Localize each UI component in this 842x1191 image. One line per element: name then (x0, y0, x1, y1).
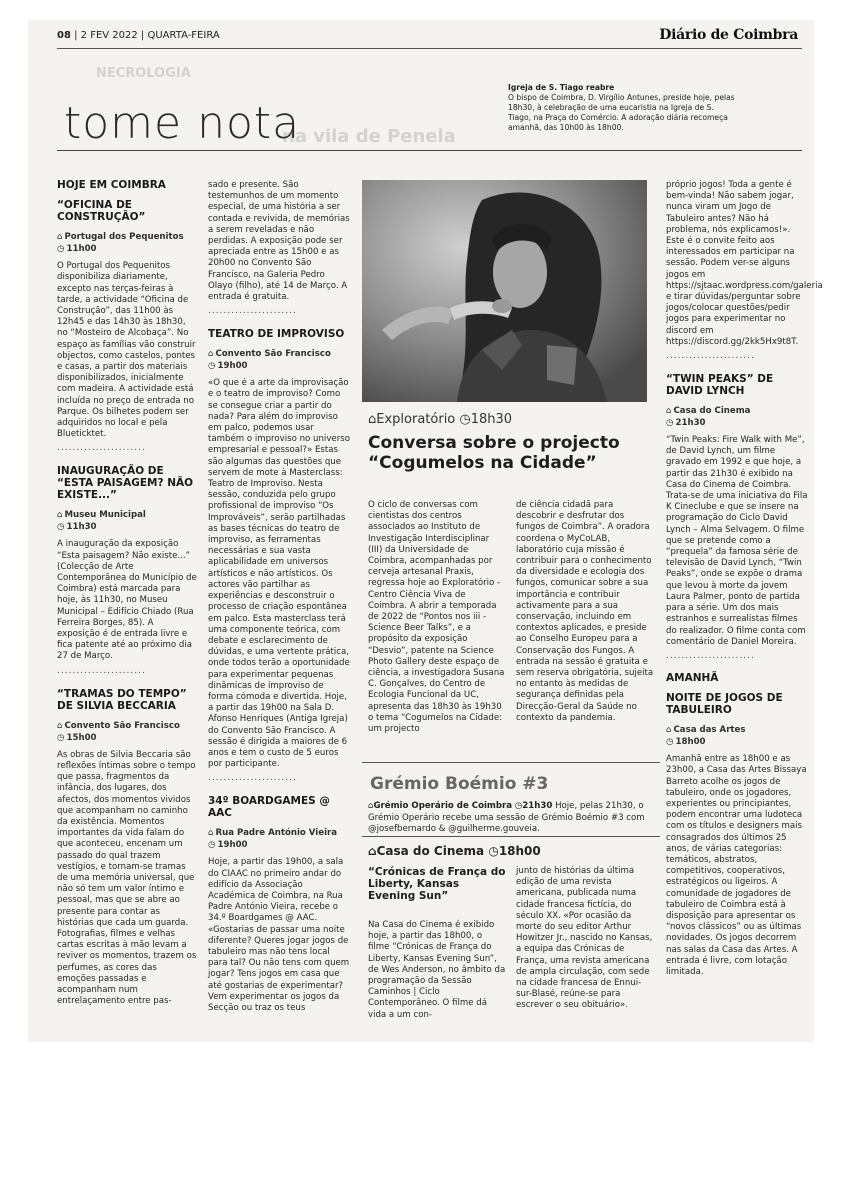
event-text-oficina: O Portugal dos Pequenitos disponibiliza diariamente, excepto nas terças-feiras à tarde, a actividade “Oficina de Construção”, das 11h00 às 12h45 e das 14h30 às 18h30, no “Mosteiro de Alcobaça”. No espaço as famílias vão construir objectos, como castelos, pontes e casas, a partir dos materiais disponibilizados, inicialmente com madeira. A actividade está incluída no preço de entrada no Parque. Os bilhetes podem ser adquiridos no local e pela Blueticktet. (57, 261, 196, 440)
column-5 (666, 180, 823, 978)
divider-dots: ....................... (208, 773, 297, 784)
cinema-title: “Crónicas de França do Liberty, Kansas Evening Sun” (368, 866, 506, 902)
clock-icon: ◷ (488, 844, 499, 858)
divider-dots: ....................... (666, 650, 755, 661)
feature-meta (368, 412, 512, 427)
feature-title: Conversa sobre o projecto “Cogumelos na Cidade” (368, 433, 620, 473)
cinema-place: Casa do Cinema (376, 844, 485, 858)
event-time: ◷ 11h30 (57, 522, 97, 533)
event-text-teatro: «O que é a arte da improvisação e o teatro de improviso? Como se consegue criar a partir do nada? Para além do improviso em palco, podemos usar também o improviso no universo empresarial e pessoal?» Estas são algumas das questões que servem de mote à Masterclass: Teatro de Improviso. Nesta sessão, conduzida pelo grupo profissional de improviso “Os Improváveis”, serão partilhadas as bases técnicas do teatro de improviso, as ferramentas necessárias e sua vasta aplicabilidade em universos artísticos e não artísticos. Os actores vão partilhar as experiências e desconstruir o processo de criação espontânea em palco. Esta masterclass terá uma componente teórica, com debate e esclarecimento de dúvidas, e uma vertente prática, onde todos terão a oportunidade para experimentar pequenas dinâmicas de improviso de forma cómoda e divertida. Hoje, a partir das 19h00 na Sala D. Afonso Henriques (Antiga Igreja) do Convento São Francisco. A sessão é dirigida a maiores de 6 anos e tem o custo de 5 euros por participante. (208, 378, 350, 770)
clock-icon: ◷ (514, 801, 523, 811)
house-icon: ⌂ (208, 349, 214, 360)
clock-icon: ◷ (57, 244, 65, 255)
house-icon: ⌂ (368, 801, 374, 811)
event-title-paisagem: INAUGURAÇÃO DE “ESTA PAISAGEM? NÃO EXISTE...” (57, 465, 194, 502)
ghost-text-mid: na vila de Penela (282, 126, 456, 147)
clock-icon: ◷ (57, 732, 65, 743)
gremio-info (368, 801, 658, 836)
event-text-boardgames: Hoje, a partir das 19h00, a sala do CIAAC no primeiro andar do edifício da Associação Académica de Coimbra, na Rua Padre António Vieira, recebe o 34.º Boardgames @ AAC. «Gostarias de passar uma noite diferente? Queres jogar jogos de tabuleiro mas não tens local para tal? Ou não tens com quem jogar? Tens jogos em casa que até gostarias de experimentar? Vem experimentar os jogos da Secção ou traz os teus (208, 857, 350, 1013)
gremio-place: Grémio Operário de Coimbra (373, 801, 513, 811)
clock-icon: ◷ (666, 737, 674, 748)
event-place: ⌂ Convento São Francisco (208, 349, 331, 360)
gremio-divider-top (362, 762, 660, 763)
event-time: ◷ 15h00 (57, 732, 97, 743)
divider-dots: ....................... (208, 306, 297, 317)
event-place: ⌂ Rua Padre António Vieira (208, 828, 338, 839)
page-weekday: QUARTA-FEIRA (147, 30, 220, 41)
clock-icon: ◷ (459, 412, 471, 427)
event-place: ⌂ Museu Municipal (57, 510, 146, 521)
page-header: 08 | 2 FEV 2022 | QUARTA-FEIRA (57, 30, 220, 41)
column-2 (208, 180, 350, 1014)
clock-icon: ◷ (208, 840, 216, 851)
event-text-twinpeaks: “Twin Peaks: Fire Walk with Me”, de David Lynch, um filme gravado em 1992 e que hoje, a partir das 21h30 é exibido na Casa do Cinema de Coimbra. Trata-se de uma iniciativa do Fila K Cineclube e que se insere na programação do Ciclo David Lynch – Alma Selvagem. O filme que se pretende como a “prequela” da famosa série de televisão de David Lynch, “Twin Peaks”, onde se expõe o drama que levou à morte da jovem Laura Palmer, ponto de partida para a série. Um dos mais estranhos e surrealistas filmes do realizador. O filme conta com comentário de Daniel Moreira. (666, 435, 808, 647)
header-divider (57, 48, 802, 49)
event-title-boardgames: 34º BOARDGAMES @ AAC (208, 795, 330, 820)
page-title: tome nota (64, 98, 301, 149)
section-label-tomorrow: AMANHÃ (666, 671, 719, 684)
masthead-logo: Diário de Coimbra (659, 27, 798, 43)
boardgames-continued: próprio jogos! Toda a gente é bem-vinda! Não sabem jogar, nunca viram um Jogo de Tabuleiro antes? Não há problema, nós explicamos!». Este é o convite feito aos interessados em participar na sessão. Podem ver-se alguns jogos em https://sjtaac.wordpress.com/galeria e tirar dúvidas/perguntar sobre jogos/colocar questões/pedir jogos para experimentar no discord em https://discord.gg/2kk5Hx9t8T. (666, 180, 823, 347)
event-title-oficina: “OFICINA DE CONSTRUÇÃO” (57, 199, 146, 224)
feature-photo (362, 180, 647, 402)
event-place: ⌂ Casa do Cinema (666, 406, 751, 417)
cinema-text-col-a: Na Casa do Cinema é exibido hoje, a partir das 18h00, o filme “Crónicas de França do Liberty, Kansas Evening Sun”, de Wes Anderson, no âmbito da programação da Sessão Caminhos | Ciclo Contemporâneo. O filme dá vida a um con- (368, 920, 506, 1020)
house-icon: ⌂ (208, 828, 214, 839)
clock-icon: ◷ (666, 418, 674, 429)
column-1 (57, 180, 197, 1007)
page-date: 2 FEV 2022 (80, 30, 138, 41)
divider-dots: ....................... (57, 443, 146, 454)
gremio-time: 21h30 (522, 801, 553, 811)
event-text-tramas: As obras de Silvia Beccaria são reflexões íntimas sobre o tempo que passa, fragmentos da infância, dos lugares, dos afectos, dos momentos vividos que acompanham no caminho da existência. Momentos importantes da vida falam do que aconteceu, encenam um passado do qual trazem vestígios, e tornam-se tramas de uma memória universal, que não só tem um valor íntimo e pessoal, mas que se abre ao presente para contar as histórias que cada um guarda. Fotografias, filmes e velhas cartas escritas à mão levam a reviver os momentos, trazem os perfumes, as cores das emoções passadas e acompanham num entrelaçamento entre pas- (57, 749, 197, 1007)
page-number: 08 (57, 30, 71, 41)
feature-place: Exploratório (376, 412, 456, 427)
cinema-text-col-b: junto de histórias da última edição de uma revista americana, publicada numa cidade francesa fictícia, do século XX. «Por ocasião da morte do seu editor Arthur Howitzer Jr., nascido no Kansas, a equipa das Crónicas de França, uma revista americana de ampla circulação, com sede na cidade francesa de Ennui-sur-Blasé, reúne-se para escrever o seu obituário». (516, 866, 653, 1011)
house-icon: ⌂ (57, 720, 63, 731)
feature-text-col-b: de ciência cidadã para descobrir e desfrutar dos fungos de Coimbra”. A oradora coordena o MyCoLAB, laboratório cuja missão é contribuir para o conhecimento da diversidade e ecologia dos fungos, comunicar sobre a sua importância e contribuir activamente para a sua conservação, incluindo em contextos aplicados, e preside ao Conselho Europeu para a Conservação dos Fungos. A entrada na sessão é gratuita e sem reserva obrigatória, sujeita no entanto às medidas de segurança definidas pela Direcção-Geral da Saúde no contexto da pandemia. (516, 500, 654, 723)
feature-time: 18h30 (470, 412, 513, 427)
house-icon: ⌂ (57, 510, 63, 521)
brief-box (508, 83, 738, 133)
house-icon: ⌂ (368, 844, 377, 858)
event-time: ◷ 19h00 (208, 361, 248, 372)
event-time: ◷ 11h00 (57, 244, 97, 255)
brief-text: O bispo de Coimbra, D. Virgílio Antunes, preside hoje, pelas 18h30, à celebração de uma eucaristia na Igreja de S. Tiago, na Praça do Comércio. A adoração diária recomeça amanhã, das 10h00 às 18h00. (508, 93, 735, 132)
feature-text-col-a: O ciclo de conversas com cientistas dos centros associados ao Instituto de Investigação Interdisciplinar (III) da Universidade de Coimbra, acompanhadas por cerveja artesanal Praxis, regressa hoje ao Exploratório - Centro Ciência Viva de Coimbra. A abrir a temporada de 2022 de “Pontos nos iii - Science Beer Talks”, e a propósito da exposição “Desvio”, patente na Science Photo Gallery deste espaço de ciência, a investigadora Susana C. Gonçalves, do Centro de Ecologia Funcional da UC, apresenta das 18h30 às 19h30 o tema “Cogumelos na Cidade: um projecto (368, 500, 505, 735)
event-text-jogos: Amanhã entre as 18h00 e as 23h00, a Casa das Artes Bissaya Barreto acolhe os jogos de tabuleiro, onde os jogadores, experientes ou principiantes, podem encontrar uma ludoteca com os títulos e designers mais consagrados dos últimos 25 anos, de várias categorias: temáticos, abstratos, competitivos, cooperativos, estratégicos ou ligeiros. A comunidade de jogadores de tabuleiro de Coimbra está à disposição para apresentar os “novos clássicos” ou as últimas novidades. Os jogos decorrem nas salas da Casa das Artes. A entrada é livre, com lotação limitada. (666, 754, 807, 977)
cinema-meta (368, 844, 541, 858)
event-place: ⌂ Convento São Francisco (57, 720, 180, 731)
event-title-teatro: TEATRO DE IMPROVISO (208, 328, 345, 341)
house-icon: ⌂ (666, 406, 672, 417)
event-time: ◷ 21h30 (666, 418, 706, 429)
gremio-text: Hoje, pelas 21h30, o Grémio Operário recebe uma sessão de Grémio Boémio #3 com @josefbernardo & @guilherme.gouveia. (368, 801, 645, 834)
brief-title: Igreja de S. Tiago reabre (508, 83, 615, 92)
tramas-continued: sado e presente. São testemunhos de um momento especial, de uma história a ser contada e revivida, de memórias a serem reveladas e não perdidas. A exposição pode ser apreciada entre as 15h00 e as 20h00 no Convento São Francisco, na Galeria Pedro Olayo (filho), até 14 de Março. A entrada é gratuita. (208, 180, 350, 303)
event-text-paisagem: A inauguração da exposição “Esta paisagem? Não existe...” (Colecção de Arte Contemporânea do Município de Coimbra) está marcada para hoje, às 11h30, no Museu Municipal – Edifício Chiado (Rua Ferreira Borges, 85). A exposição é de entrada livre e fica patente até ao próximo dia 27 de Março. (57, 539, 197, 662)
event-time: ◷ 19h00 (208, 840, 248, 851)
divider-dots: ....................... (666, 351, 755, 362)
cinema-divider-top (362, 836, 660, 837)
event-place: ⌂ Casa das Artes (666, 725, 746, 736)
clock-icon: ◷ (57, 522, 65, 533)
house-icon: ⌂ (57, 232, 63, 243)
house-icon: ⌂ (666, 725, 672, 736)
event-place: ⌂ Portugal dos Pequenitos (57, 232, 184, 243)
clock-icon: ◷ (208, 361, 216, 372)
event-time: ◷ 18h00 (666, 737, 706, 748)
divider-dots: ....................... (57, 665, 146, 676)
title-divider (57, 150, 802, 151)
gremio-title: Grémio Boémio #3 (370, 774, 549, 794)
event-title-tramas: “TRAMAS DO TEMPO” DE SILVIA BECCARIA (57, 687, 187, 712)
event-title-twinpeaks: “TWIN PEAKS” DE DAVID LYNCH (666, 373, 774, 398)
cinema-time: 18h00 (498, 844, 541, 858)
event-title-jogos: NOITE DE JOGOS DE TABULEIRO (666, 692, 783, 717)
section-label-today: HOJE EM COIMBRA (57, 179, 166, 191)
house-icon: ⌂ (368, 412, 377, 427)
ghost-text-top: NECROLOGIA (96, 66, 191, 81)
